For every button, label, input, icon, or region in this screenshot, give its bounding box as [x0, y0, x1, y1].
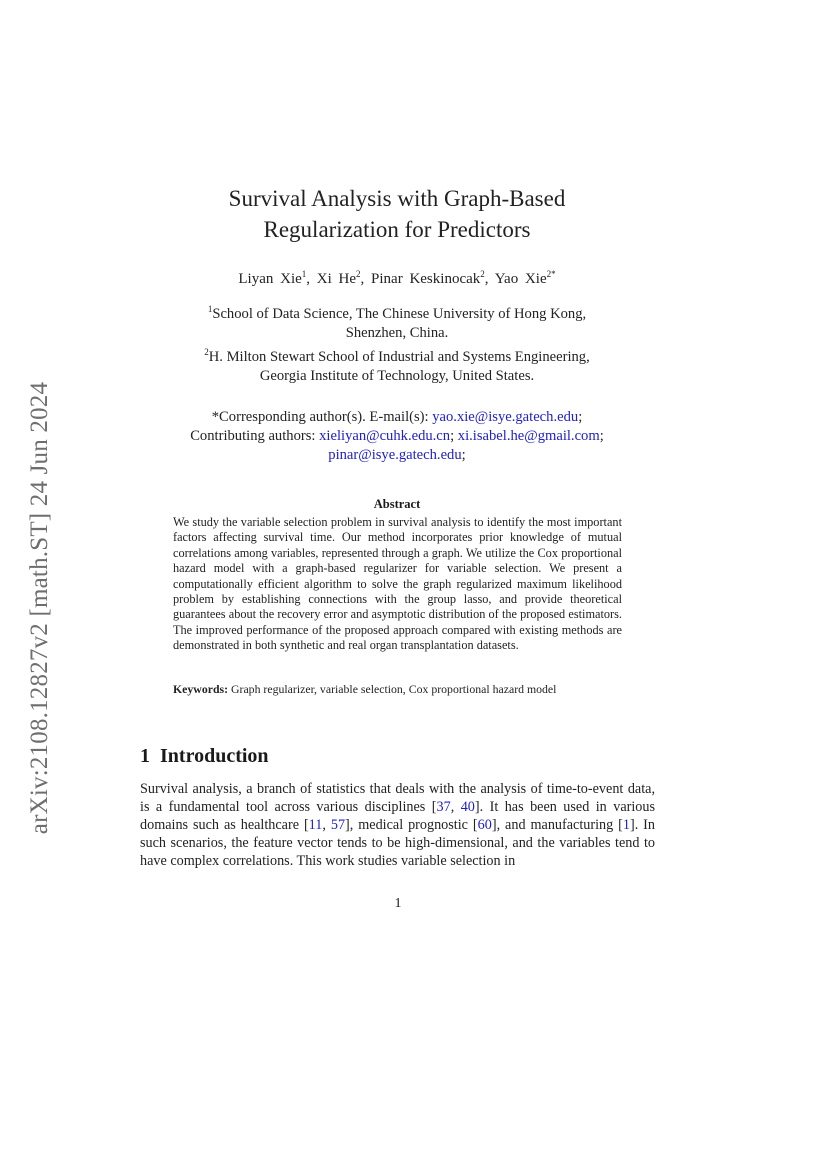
arxiv-identifier: arXiv:2108.12827v2 [math.ST] 24 Jun 2024 — [26, 381, 53, 834]
author-name: Pinar Keskinocak — [371, 271, 481, 287]
intro-paragraph: Survival analysis, a branch of statistics that deals with the analysis of time-to-event data, is a fundamental tool across various disciplines [37, 40]. It has been used in various domains such as healthcare [11, 57], medical prognostic [60], and manufacturing [1]. In such scenarios, the feature vector tends to be high-dimensional, and the variables tend to have complex correlations. This work studies variable selection in — [140, 781, 655, 869]
author-name: Xi He — [316, 271, 357, 287]
corresponding-email-link[interactable]: yao.xie@isye.gatech.edu — [432, 409, 579, 425]
contributing-authors-line: Contributing authors: xieliyan@cuhk.edu.cn; xi.isabel.he@gmail.com; — [190, 428, 604, 444]
citation-link[interactable]: 60 — [477, 817, 492, 833]
title-line-1: Survival Analysis with Graph-Based — [228, 186, 566, 211]
author-affil-mark: 2 — [480, 269, 485, 279]
keywords — [173, 682, 622, 697]
contributing-email-link[interactable]: xi.isabel.he@gmail.com — [457, 428, 600, 444]
author-name: Liyan Xie — [238, 271, 302, 287]
author-affil-mark: 2 — [356, 269, 361, 279]
corresponding-author-line: *Corresponding author(s). E-mail(s): yao.xie@isye.gatech.edu; — [211, 409, 583, 425]
keywords-text: Graph regularizer, variable selection, Cox proportional hazard model — [231, 682, 557, 696]
affiliations — [140, 300, 654, 386]
author-list: Liyan Xie$^1$, Xi He$^2$, Pinar Keskinocak$^2$, Yao Xie$^{2*}$ — [238, 269, 556, 287]
abstract-text: We study the variable selection problem in survival analysis to identify the most important factors affecting survival time. Our method incorporates prior knowledge of mutual correlations among variables, represented through a graph. We utilize the Cox proportional hazard model with a graph-based regularizer for variable selection. We present a computationally efficient algorithm to solve the graph regularized maximum likelihood problem by establishing connections with the group lasso, and provide theoretical guarantees about the recovery error and asymptotic distribution of the proposed estimators. The improved performance of the proposed approach compared with existing methods are demonstrated in both synthetic and real organ transplantation datasets. — [173, 515, 622, 653]
contributing-authors-line-2: pinar@isye.gatech.edu; — [328, 447, 466, 463]
title-line-2: Regularization for Predictors — [263, 217, 531, 242]
section-heading — [140, 745, 269, 768]
affiliation-1-line-2: Shenzhen, China. — [345, 324, 449, 341]
arxiv-side-stamp — [20, 355, 60, 860]
keywords-label: Keywords: — [173, 682, 229, 696]
author-affil-mark: 2* — [546, 269, 556, 279]
contributing-email-link[interactable]: xieliyan@cuhk.edu.cn — [319, 428, 451, 444]
affiliation-2-line-1: $^2$H. Milton Stewart School of Industrial and Systems Engineering, — [204, 346, 590, 365]
section-title: Introduction — [160, 745, 269, 767]
author-name: Yao Xie — [494, 271, 547, 287]
section-number: 1 — [140, 745, 150, 767]
affiliation-1-line-1: $^1$School of Data Science, The Chinese University of Hong Kong, — [207, 304, 587, 322]
paper-title — [140, 183, 654, 245]
page-number: 1 — [394, 896, 402, 911]
citation-link[interactable]: 37 — [436, 799, 451, 815]
contact-info — [140, 408, 654, 465]
citation-link[interactable]: 40 — [460, 799, 475, 815]
author-affil-mark: 1 — [301, 269, 307, 279]
citation-link[interactable]: 11 — [308, 817, 323, 833]
affiliation-2-line-2: Georgia Institute of Technology, United States. — [259, 367, 535, 384]
citation-link[interactable]: 57 — [330, 817, 346, 833]
abstract-heading: Abstract — [373, 497, 421, 511]
citation-link[interactable]: 1 — [622, 817, 630, 833]
contributing-email-link[interactable]: pinar@isye.gatech.edu — [328, 447, 462, 463]
